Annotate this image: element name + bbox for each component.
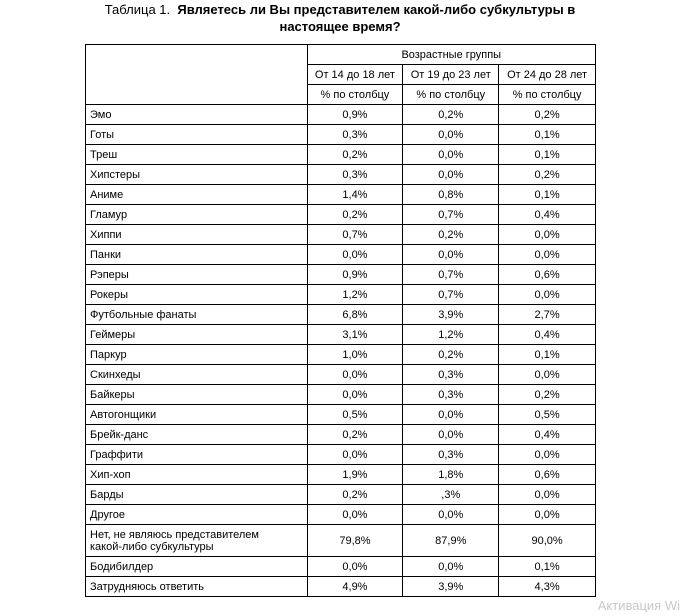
value-cell: 0,7% (403, 265, 499, 285)
table-row (86, 105, 596, 125)
value-cell: 0,9% (307, 105, 403, 125)
row-label: Скинхеды (86, 365, 308, 385)
column-subheader: % по столбцу (307, 85, 403, 105)
value-cell: 0,0% (403, 557, 499, 577)
row-label: Рокеры (86, 285, 308, 305)
table-row (86, 405, 596, 425)
table-row (86, 365, 596, 385)
value-cell: 0,0% (403, 165, 499, 185)
value-cell: 1,0% (307, 345, 403, 365)
row-label: Панки (86, 245, 308, 265)
caption-question-part-2: настоящее время? (279, 19, 401, 34)
value-cell: 0,2% (403, 105, 499, 125)
row-label: Другое (86, 505, 308, 525)
value-cell: 0,0% (499, 445, 596, 465)
table-row (86, 525, 596, 557)
value-cell: 0,6% (499, 465, 596, 485)
value-cell: 0,7% (307, 225, 403, 245)
header-row-group (86, 45, 596, 65)
value-cell: 0,3% (307, 125, 403, 145)
table-row (86, 145, 596, 165)
value-cell: 0,0% (499, 505, 596, 525)
value-cell: 0,2% (307, 145, 403, 165)
value-cell: 0,0% (307, 365, 403, 385)
row-label: Готы (86, 125, 308, 145)
row-label: Затрудняюсь ответить (86, 577, 308, 597)
table-row (86, 205, 596, 225)
value-cell: 0,0% (403, 425, 499, 445)
subculture-table (85, 44, 596, 597)
value-cell: 0,1% (499, 145, 596, 165)
table-row (86, 265, 596, 285)
caption-question-part-1: Являетесь ли Вы представителем какой-либо субкультуры в (177, 2, 576, 17)
value-cell: 0,0% (403, 505, 499, 525)
value-cell: 4,9% (307, 577, 403, 597)
table-row (86, 345, 596, 365)
row-label: Футбольные фанаты (86, 305, 308, 325)
activation-watermark: Активация Wi (597, 598, 680, 613)
value-cell: 0,0% (307, 385, 403, 405)
value-cell: 0,2% (307, 485, 403, 505)
table-caption (0, 1, 680, 35)
header-empty-cell (86, 45, 308, 105)
value-cell: 2,7% (499, 305, 596, 325)
value-cell: 0,0% (307, 505, 403, 525)
row-label: Паркур (86, 345, 308, 365)
table-row (86, 425, 596, 445)
value-cell: 0,7% (403, 285, 499, 305)
table-row (86, 505, 596, 525)
row-label: Барды (86, 485, 308, 505)
value-cell: 0,0% (403, 245, 499, 265)
column-subheader: % по столбцу (499, 85, 596, 105)
value-cell: 0,1% (499, 557, 596, 577)
value-cell: 0,0% (403, 405, 499, 425)
value-cell: 0,0% (403, 145, 499, 165)
table-row (86, 125, 596, 145)
table-row (86, 285, 596, 305)
value-cell: 0,4% (499, 425, 596, 445)
value-cell: 79,8% (307, 525, 403, 557)
row-label: Эмо (86, 105, 308, 125)
row-label: Хипстеры (86, 165, 308, 185)
value-cell: 0,0% (307, 445, 403, 465)
value-cell: 0,0% (499, 245, 596, 265)
row-label: Бодибилдер (86, 557, 308, 577)
value-cell: 6,8% (307, 305, 403, 325)
value-cell: 87,9% (403, 525, 499, 557)
value-cell: 1,4% (307, 185, 403, 205)
table-row (86, 465, 596, 485)
value-cell: ,3% (403, 485, 499, 505)
value-cell: 90,0% (499, 525, 596, 557)
age-groups-header: Возрастные группы (307, 45, 595, 65)
value-cell: 0,4% (499, 205, 596, 225)
value-cell: 0,4% (499, 325, 596, 345)
value-cell: 0,5% (307, 405, 403, 425)
value-cell: 0,5% (499, 405, 596, 425)
table-row (86, 225, 596, 245)
table-row (86, 165, 596, 185)
table-body (86, 45, 596, 597)
table-row (86, 485, 596, 505)
caption-prefix: Таблица 1. (104, 2, 171, 17)
value-cell: 1,2% (403, 325, 499, 345)
table-row (86, 385, 596, 405)
value-cell: 0,3% (403, 445, 499, 465)
value-cell: 0,1% (499, 185, 596, 205)
column-header-24-28: От 24 до 28 лет (499, 65, 596, 85)
value-cell: 0,1% (499, 125, 596, 145)
column-header-19-23: От 19 до 23 лет (403, 65, 499, 85)
table-row (86, 557, 596, 577)
value-cell: 0,1% (499, 345, 596, 365)
value-cell: 0,2% (499, 105, 596, 125)
row-label: Автогонщики (86, 405, 308, 425)
value-cell: 3,9% (403, 305, 499, 325)
value-cell: 0,2% (403, 345, 499, 365)
value-cell: 0,2% (307, 425, 403, 445)
value-cell: 3,1% (307, 325, 403, 345)
value-cell: 0,7% (403, 205, 499, 225)
value-cell: 0,0% (307, 245, 403, 265)
row-label: Геймеры (86, 325, 308, 345)
value-cell: 0,9% (307, 265, 403, 285)
row-label: Байкеры (86, 385, 308, 405)
value-cell: 0,0% (499, 365, 596, 385)
value-cell: 0,0% (499, 225, 596, 245)
value-cell: 0,0% (307, 557, 403, 577)
value-cell: 1,2% (307, 285, 403, 305)
value-cell: 0,6% (499, 265, 596, 285)
row-label: Аниме (86, 185, 308, 205)
column-header-14-18: От 14 до 18 лет (307, 65, 403, 85)
row-label: Граффити (86, 445, 308, 465)
row-label-line-2: какой-либо субкультуры (90, 540, 214, 553)
table-row (86, 245, 596, 265)
table-row (86, 185, 596, 205)
value-cell: 1,9% (307, 465, 403, 485)
value-cell: 0,3% (403, 365, 499, 385)
value-cell: 0,2% (499, 165, 596, 185)
table-row (86, 577, 596, 597)
row-label: Хип-хоп (86, 465, 308, 485)
value-cell: 0,0% (499, 285, 596, 305)
value-cell: 3,9% (403, 577, 499, 597)
value-cell: 0,3% (307, 165, 403, 185)
row-label: Треш (86, 145, 308, 165)
row-label: Хиппи (86, 225, 308, 245)
row-label: Брейк-данс (86, 425, 308, 445)
value-cell: 0,2% (403, 225, 499, 245)
value-cell: 4,3% (499, 577, 596, 597)
column-subheader: % по столбцу (403, 85, 499, 105)
row-label-line-1: Нет, не являюсь представителем (90, 528, 259, 541)
value-cell: 0,2% (499, 385, 596, 405)
value-cell: 1,8% (403, 465, 499, 485)
caption-line-1 (0, 1, 680, 18)
value-cell: 0,8% (403, 185, 499, 205)
value-cell: 0,0% (403, 125, 499, 145)
value-cell: 0,0% (499, 485, 596, 505)
table-row (86, 325, 596, 345)
value-cell: 0,3% (403, 385, 499, 405)
table-row (86, 305, 596, 325)
row-label: Рэперы (86, 265, 308, 285)
table-row (86, 445, 596, 465)
value-cell: 0,2% (307, 205, 403, 225)
row-label: Гламур (86, 205, 308, 225)
row-label (86, 525, 308, 557)
